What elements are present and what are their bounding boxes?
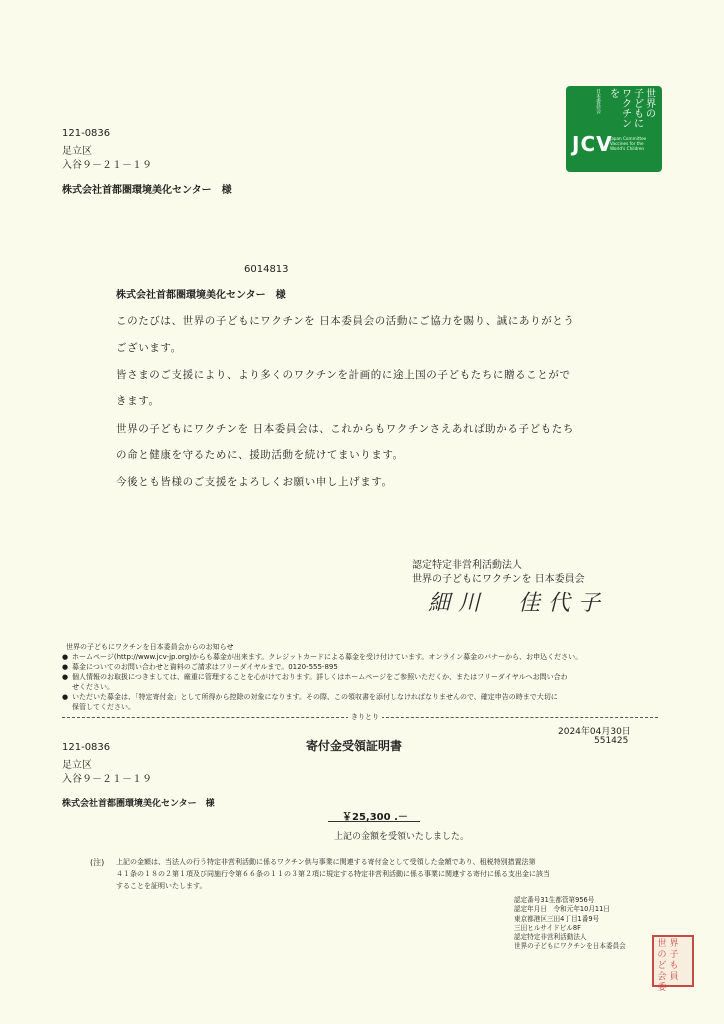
bullet-icon: ●	[62, 663, 69, 671]
receipt-recipient: 株式会社首都圏環境美化センター 様	[62, 799, 215, 809]
notice-continuation: 保管してください。	[72, 703, 135, 711]
receipt-date: 2024年04月30日	[558, 727, 631, 737]
note-line: 上記の金額は、当法人の行う特定非営利活動に係るワクチン供与事業に関連する寄付金として受領した金額であり、租税特別措置法第	[116, 858, 536, 866]
stamp-char: 員	[669, 972, 679, 982]
notice-text: ホームページ(http://www.jcv-jp.org)からも募金が出来ます。クレジットカードによる募金を受け付けています。オンライン募金のバナーから、お申込ください。	[72, 653, 583, 661]
cut-label: きりとり	[348, 712, 382, 722]
issuer-line: 認定番号31生都管第956号	[514, 896, 595, 904]
letter-line: このたびは、世界の子どもにワクチンを 日本委員会の活動にご協力を賜り、誠にありがとう	[116, 315, 575, 327]
letter-line: きます。	[116, 395, 160, 407]
stamp-char: 委	[657, 983, 667, 993]
letter-line: の命と健康を守るために、援助活動を続けてまいります。	[116, 449, 404, 461]
stamp-char: 世	[657, 939, 667, 949]
logo-vertical-text-2: 子どもに	[634, 89, 644, 130]
top-recipient: 株式会社首都圏環境美化センター 様	[62, 185, 232, 196]
logo-vertical-text-4: を	[610, 89, 620, 100]
amount-underline	[328, 821, 420, 822]
notice-section	[62, 642, 582, 712]
receipt-amount: ￥25,300 .－	[342, 812, 408, 823]
stamp-char: 子	[669, 950, 679, 960]
letter-line: 皆さまのご支援により、より多くのワクチンを計画的に途上国の子どもたちに贈ることがで	[116, 369, 571, 381]
issuer-block	[514, 896, 626, 952]
stamp-char: 界	[669, 939, 679, 949]
donor-id: 6014813	[244, 264, 289, 275]
letter-addressee: 株式会社首都圏環境美化センター 様	[116, 290, 286, 301]
signature: 細川 佳代子	[428, 591, 609, 616]
logo-vertical-text-1: 世界の	[646, 89, 656, 120]
receipt-title: 寄付金受領証明書	[306, 739, 403, 753]
stamp-char: 会	[657, 972, 667, 982]
org-type: 認定特定非営利活動法人	[412, 560, 522, 571]
logo-vertical-text-3: ワクチン	[622, 89, 632, 130]
note-line: することを証明いたします。	[116, 882, 207, 890]
notice-continuation: せください。	[72, 683, 114, 691]
issuer-line: 認定年月日 令和元年10月11日	[514, 905, 610, 914]
notice-heading: 世界の子どもにワクチンを日本委員会からのお知らせ	[66, 643, 234, 651]
notice-text: 個人情報のお取扱につきましては、厳重に管理することを心がけております。詳しくはホームページをご参照いただくか、またはフリーダイヤルへお問い合わ	[72, 673, 568, 681]
bullet-icon: ●	[62, 673, 69, 681]
letter-line: 世界の子どもにワクチンを 日本委員会は、これからもワクチンさえあれば助かる子どもたち	[116, 423, 574, 435]
receipt-received-text: 上記の金額を受領いたしました。	[334, 832, 470, 842]
letter-line: ございます。	[116, 342, 182, 354]
issuer-line: 三田ヒルサイドビル8F	[514, 923, 581, 932]
bullet-icon: ●	[62, 693, 69, 701]
receipt-ward: 足立区	[62, 760, 92, 771]
jcv-logo	[566, 86, 662, 172]
notice-item	[62, 652, 582, 662]
logo-english: Japan Committee Vaccines for the World's Children	[610, 136, 647, 151]
top-ward: 足立区	[62, 146, 92, 157]
notice-item	[62, 672, 582, 682]
logo-small-vertical: 日本委員会	[596, 89, 602, 115]
notice-text: いただいた募金は、「特定寄付金」として所得から控除の対象になります。その際、この領収書を添付しなければなりませんので、確定申告の時まで大切に	[72, 693, 558, 701]
notice-item	[62, 692, 582, 702]
note-label: (注)	[90, 858, 105, 867]
issuer-line: 東京都港区三田4丁目1番9号	[514, 914, 600, 923]
bullet-icon: ●	[62, 653, 69, 661]
issuer-line: 認定特定非営利活動法人	[514, 933, 587, 942]
receipt-number: 551425	[594, 736, 629, 746]
stamp-char: の	[657, 950, 667, 960]
notice-text: 募金についてのお問い合わせと資料のご請求はフリーダイヤルまで。0120-555-895	[72, 663, 338, 671]
letter-line: 今後とも皆様のご支援をよろしくお願い申し上げます。	[116, 476, 393, 488]
logo-acronym: JCV	[572, 132, 613, 156]
official-seal-stamp	[652, 935, 694, 993]
top-street: 入谷９－２１－１９	[62, 160, 152, 171]
notice-item	[62, 662, 582, 672]
issuer-line: 世界の子どもにワクチンを日本委員会	[514, 942, 626, 951]
org-name: 世界の子どもにワクチンを 日本委員会	[412, 574, 585, 585]
stamp-char: も	[669, 961, 679, 971]
top-postal-code: 121-0836	[62, 128, 111, 139]
stamp-char: ど	[657, 961, 667, 971]
receipt-street: 入谷９－２１－１９	[62, 774, 152, 785]
receipt-postal-code: 121-0836	[62, 742, 111, 753]
note-line: ４１条の１８の２第１項及び同施行令第６６条の１１の３第２項に規定する特定非営利活動に係る事業に関連する寄付に係る支出金に該当	[116, 870, 550, 878]
